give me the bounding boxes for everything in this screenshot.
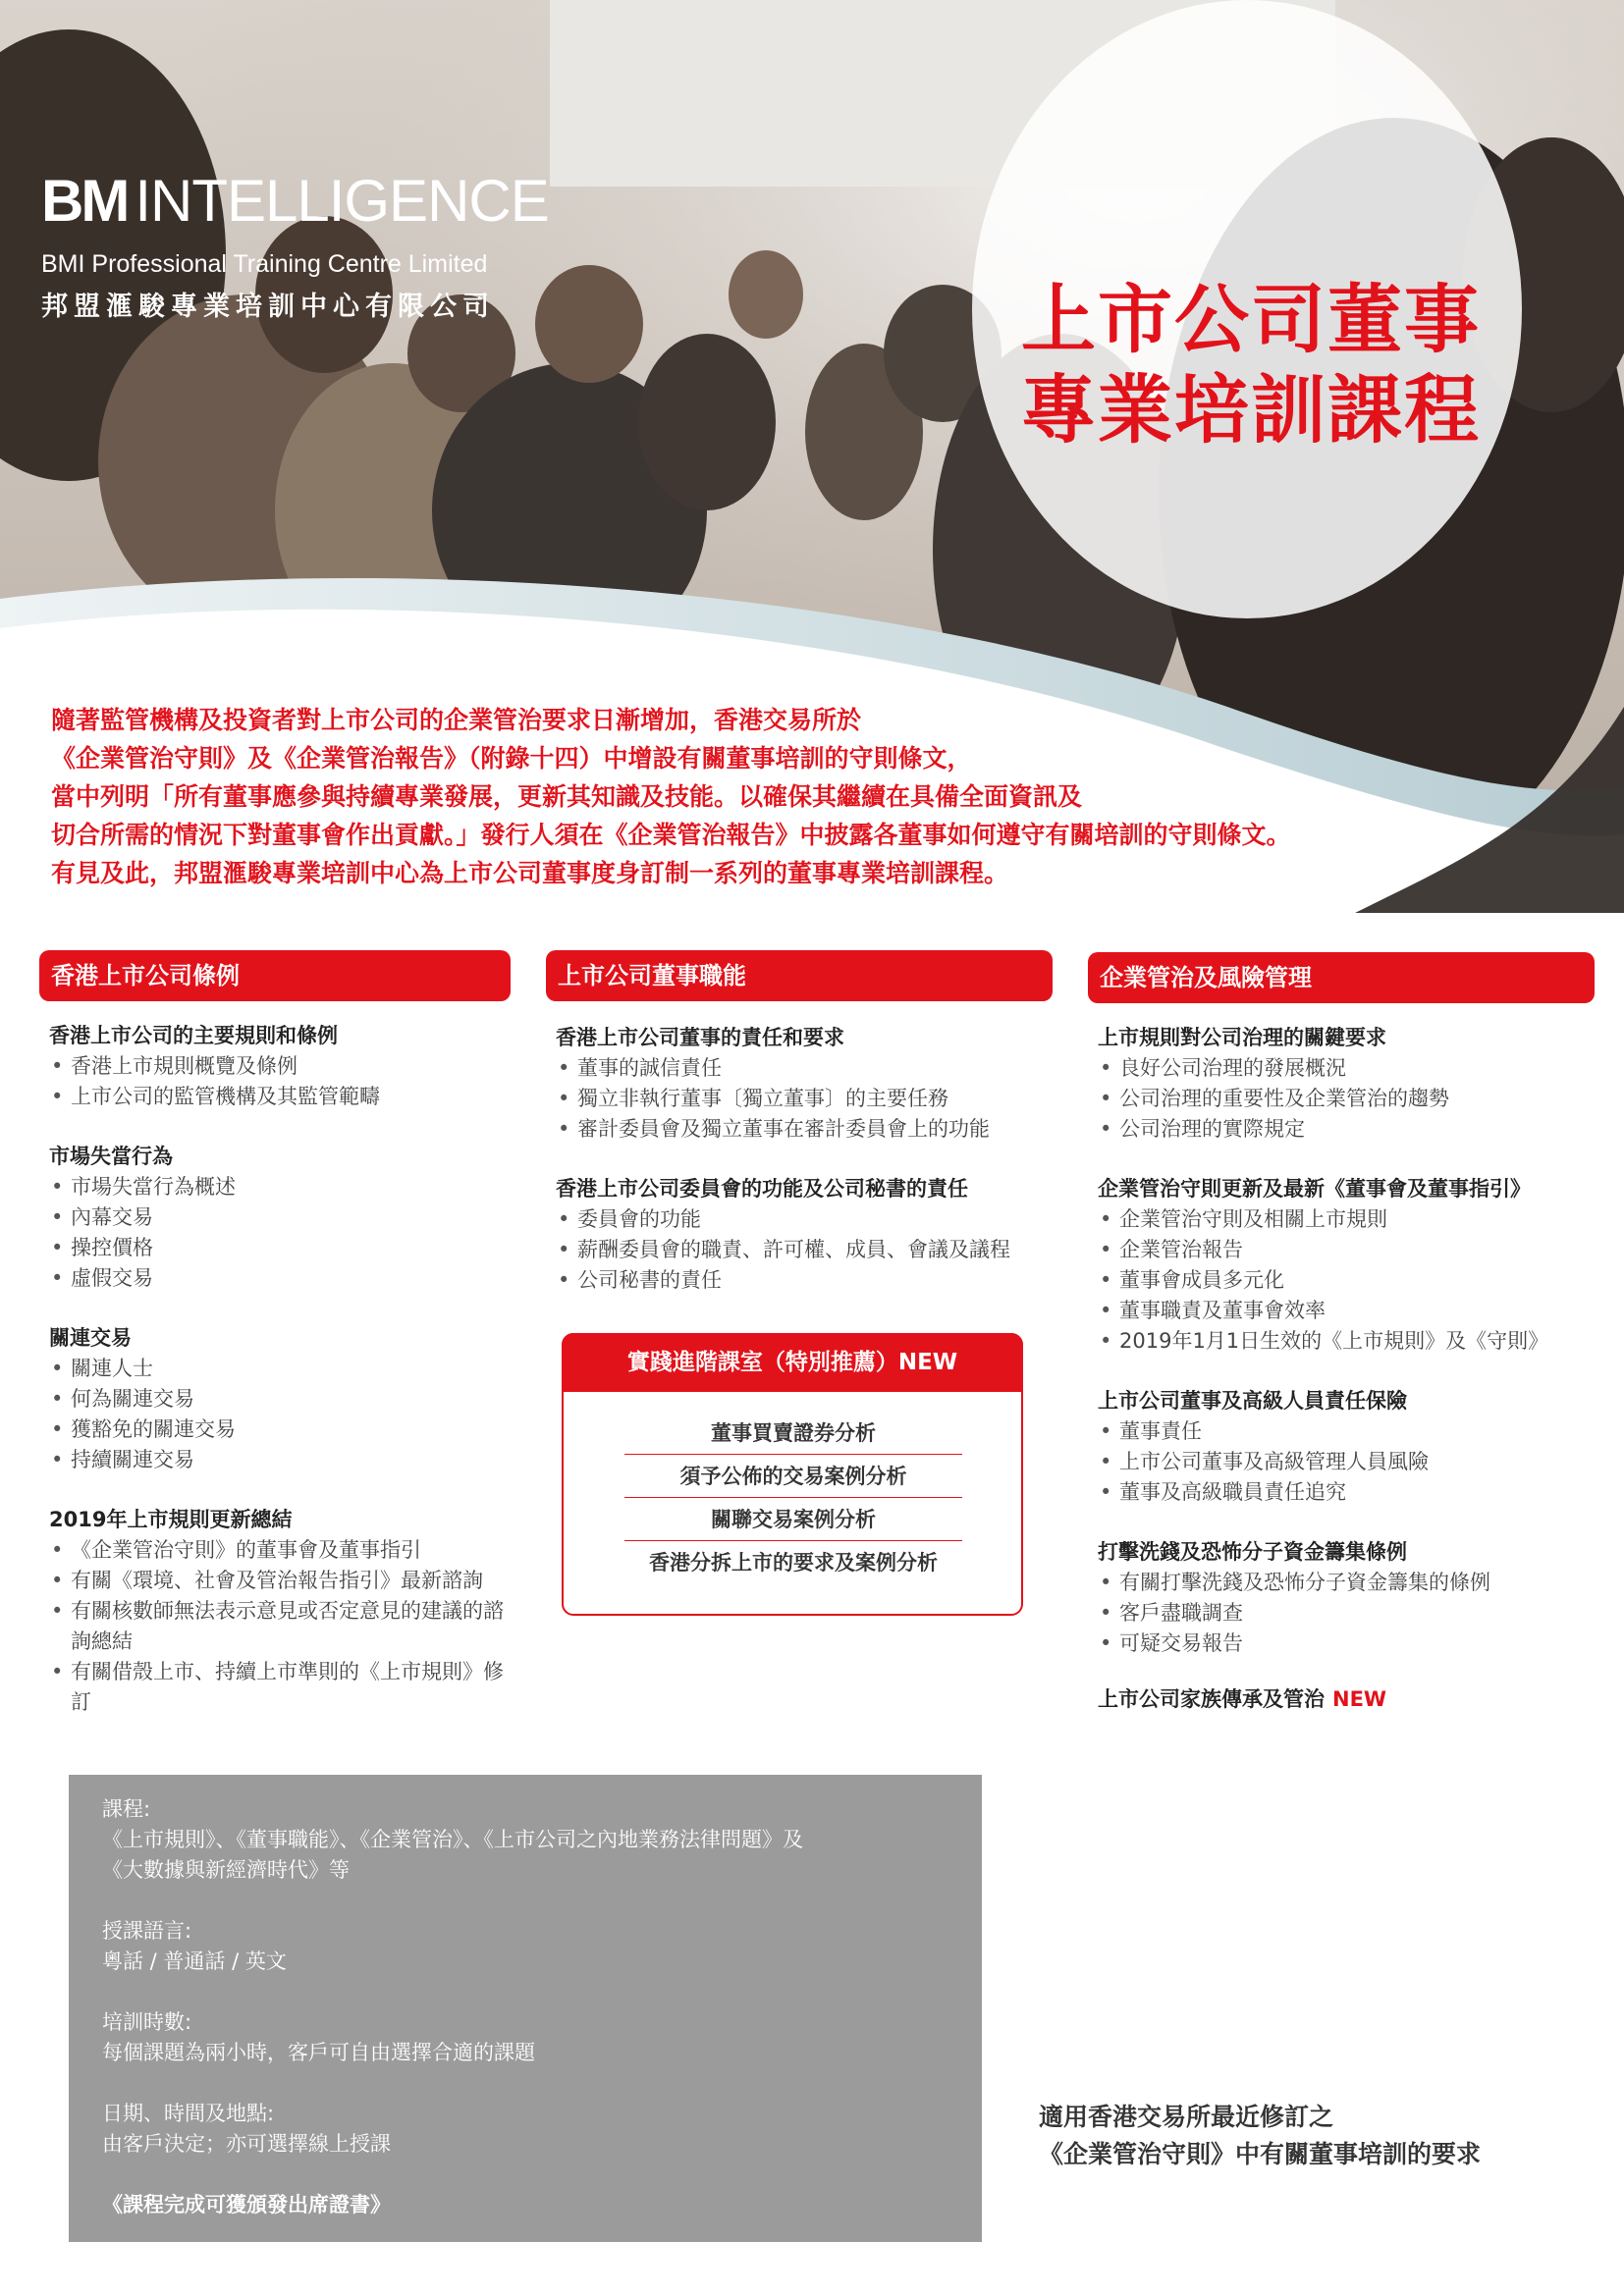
list-item: • 董事會成員多元化 bbox=[1098, 1265, 1595, 1296]
list-item: • 持續關連交易 bbox=[49, 1445, 511, 1475]
hours-value: 每個課題為兩小時，客戶可自由選擇合適的課題 bbox=[102, 2041, 535, 2064]
list-item: • 《企業管治守則》的董事會及董事指引 bbox=[49, 1535, 511, 1566]
section-title: 香港上市公司委員會的功能及公司秘書的責任 bbox=[556, 1177, 968, 1201]
intro-line: 有見及此，邦盟滙駿專業培訓中心為上市公司董事度身訂制一系列的董事專業培訓課程。 bbox=[51, 859, 1009, 887]
title-line-1: 上市公司董事 bbox=[1021, 276, 1481, 363]
list-item: • 公司秘書的責任 bbox=[556, 1265, 1053, 1296]
practice-item: 須予公佈的交易案例分析 bbox=[624, 1455, 962, 1498]
course-section bbox=[49, 1142, 511, 1294]
language-label: 授課語言: bbox=[102, 1919, 192, 1943]
section-title: 香港上市公司董事的責任和要求 bbox=[556, 1026, 844, 1049]
list-item: • 公司治理的重要性及企業管治的趨勢 bbox=[1098, 1084, 1595, 1114]
list-item: • 獲豁免的關連交易 bbox=[49, 1415, 511, 1445]
section-title: 2019年上市規則更新總結 bbox=[49, 1508, 293, 1531]
note-line: 《企業管治守則》中有關董事培訓的要求 bbox=[1039, 2140, 1482, 2168]
section-title: 香港上市公司的主要規則和條例 bbox=[49, 1024, 338, 1047]
logo-intelligence: INTELLIGENCE bbox=[135, 168, 549, 234]
course-value-line: 《大數據與新經濟時代》等 bbox=[102, 1858, 350, 1882]
column-director-functions bbox=[546, 950, 1053, 1296]
practice-item: 董事買賣證券分析 bbox=[624, 1412, 962, 1455]
list-item: • 董事及高級職員責任追究 bbox=[1098, 1477, 1595, 1508]
course-section bbox=[556, 1174, 1053, 1296]
list-item: • 2019年1月1日生效的《上市規則》及《守則》 bbox=[1098, 1326, 1595, 1357]
list-item: • 薪酬委員會的職責、許可權、成員、會議及議程 bbox=[556, 1235, 1053, 1265]
logo-bm: BM bbox=[41, 168, 128, 234]
intro-paragraph bbox=[51, 701, 1543, 892]
list-item: • 上市公司的監管機構及其監管範疇 bbox=[49, 1082, 511, 1112]
note-line: 適用香港交易所最近修訂之 bbox=[1039, 2103, 1334, 2131]
section-title: 企業管治守則更新及最新《董事會及董事指引》 bbox=[1098, 1177, 1531, 1201]
practice-header: 實踐進階課室（特別推薦）NEW bbox=[562, 1333, 1023, 1392]
page-title bbox=[1021, 275, 1512, 455]
list-item: • 可疑交易報告 bbox=[1098, 1629, 1595, 1659]
language-value: 粵話 / 普通話 / 英文 bbox=[102, 1949, 287, 1973]
section-title-text: 上市公司家族傳承及管治 bbox=[1098, 1687, 1325, 1711]
company-name-zh: 邦盟滙駿專業培訓中心有限公司 bbox=[41, 292, 495, 322]
course-section bbox=[1098, 1537, 1595, 1659]
practice-classroom-box bbox=[562, 1333, 1023, 1616]
list-item: • 企業管治守則及相關上市規則 bbox=[1098, 1204, 1595, 1235]
list-item: • 客戶盡職調查 bbox=[1098, 1598, 1595, 1629]
course-value-line: 《上市規則》、《董事職能》、《企業管治》、《上市公司之內地業務法律問題》及 bbox=[102, 1828, 803, 1851]
list-item: • 董事的誠信責任 bbox=[556, 1053, 1053, 1084]
course-section bbox=[556, 1023, 1053, 1145]
intro-line: 隨著監管機構及投資者對上市公司的企業管治要求日漸增加，香港交易所於 bbox=[51, 706, 862, 734]
list-item: • 有關《環境、社會及管治報告指引》最新諮詢 bbox=[49, 1566, 511, 1596]
hours-label: 培訓時數: bbox=[102, 2010, 192, 2034]
section-title: 市場失當行為 bbox=[49, 1145, 173, 1168]
schedule-label: 日期、時間及地點: bbox=[102, 2102, 275, 2125]
column-hk-listing-rules bbox=[39, 950, 511, 1718]
intro-line: 《企業管治守則》及《企業管治報告》（附錄十四）中增設有關董事培訓的守則條文， bbox=[51, 744, 972, 773]
practice-item: 香港分拆上市的要求及案例分析 bbox=[649, 1551, 938, 1575]
list-item: • 操控價格 bbox=[49, 1233, 511, 1263]
list-item: • 董事責任 bbox=[1098, 1416, 1595, 1447]
column-header: 香港上市公司條例 bbox=[39, 950, 511, 1001]
list-item: • 獨立非執行董事〔獨立董事〕的主要任務 bbox=[556, 1084, 1053, 1114]
section-title: 關連交易 bbox=[49, 1326, 132, 1350]
list-item: • 內幕交易 bbox=[49, 1202, 511, 1233]
list-item: • 有關借殼上市、持續上市準則的《上市規則》修訂 bbox=[49, 1657, 511, 1718]
list-item: • 良好公司治理的發展概況 bbox=[1098, 1053, 1595, 1084]
list-item: • 委員會的功能 bbox=[556, 1204, 1053, 1235]
list-item: • 企業管治報告 bbox=[1098, 1235, 1595, 1265]
course-section bbox=[49, 1505, 511, 1718]
intro-line: 切合所需的情況下對董事會作出貢獻。」發行人須在《企業管治報告》中披露各董事如何遵守有關培訓的守則條文。 bbox=[51, 821, 1291, 849]
list-item: • 市場失當行為概述 bbox=[49, 1172, 511, 1202]
new-badge: NEW bbox=[1332, 1687, 1387, 1711]
applicability-note bbox=[1039, 2099, 1589, 2173]
certificate-note: 《課程完成可獲頒發出席證書》 bbox=[102, 2193, 391, 2216]
section-title bbox=[1098, 1684, 1595, 1715]
list-item: • 上市公司董事及高級管理人員風險 bbox=[1098, 1447, 1595, 1477]
title-line-2: 專業培訓課程 bbox=[1021, 366, 1481, 454]
practice-list bbox=[624, 1412, 962, 1584]
section-title: 上市規則對公司治理的關鍵要求 bbox=[1098, 1026, 1386, 1049]
company-name-en: BMI Professional Training Centre Limited bbox=[41, 250, 488, 278]
list-item: • 虛假交易 bbox=[49, 1263, 511, 1294]
practice-item: 關聯交易案例分析 bbox=[624, 1498, 962, 1541]
course-section bbox=[49, 1021, 511, 1112]
list-item: • 公司治理的實際規定 bbox=[1098, 1114, 1595, 1145]
column-governance-risk bbox=[1088, 950, 1595, 1715]
list-item: • 關連人士 bbox=[49, 1354, 511, 1384]
column-header: 企業管治及風險管理 bbox=[1088, 952, 1595, 1003]
intro-line: 當中列明「所有董事應參與持續專業發展，更新其知識及技能。以確保其繼續在具備全面資訊及 bbox=[51, 782, 1083, 811]
course-section bbox=[49, 1323, 511, 1475]
course-label: 課程: bbox=[102, 1797, 151, 1821]
list-item: • 香港上市規則概覽及條例 bbox=[49, 1051, 511, 1082]
course-section bbox=[1098, 1023, 1595, 1145]
course-info-box bbox=[69, 1775, 982, 2242]
company-logo bbox=[41, 168, 552, 323]
section-title: 打擊洗錢及恐怖分子資金籌集條例 bbox=[1098, 1540, 1407, 1564]
list-item: • 有關核數師無法表示意見或否定意見的建議的諮詢總結 bbox=[49, 1596, 511, 1657]
list-item: • 有關打擊洗錢及恐怖分子資金籌集的條例 bbox=[1098, 1568, 1595, 1598]
schedule-value: 由客戶決定；亦可選擇線上授課 bbox=[102, 2132, 391, 2156]
list-item: • 董事職責及董事會效率 bbox=[1098, 1296, 1595, 1326]
course-section bbox=[1098, 1386, 1595, 1508]
section-title: 上市公司董事及高級人員責任保險 bbox=[1098, 1389, 1407, 1413]
list-item: • 何為關連交易 bbox=[49, 1384, 511, 1415]
course-section bbox=[1098, 1684, 1595, 1715]
column-header: 上市公司董事職能 bbox=[546, 950, 1053, 1001]
list-item: • 審計委員會及獨立董事在審計委員會上的功能 bbox=[556, 1114, 1053, 1145]
course-section bbox=[1098, 1174, 1595, 1357]
